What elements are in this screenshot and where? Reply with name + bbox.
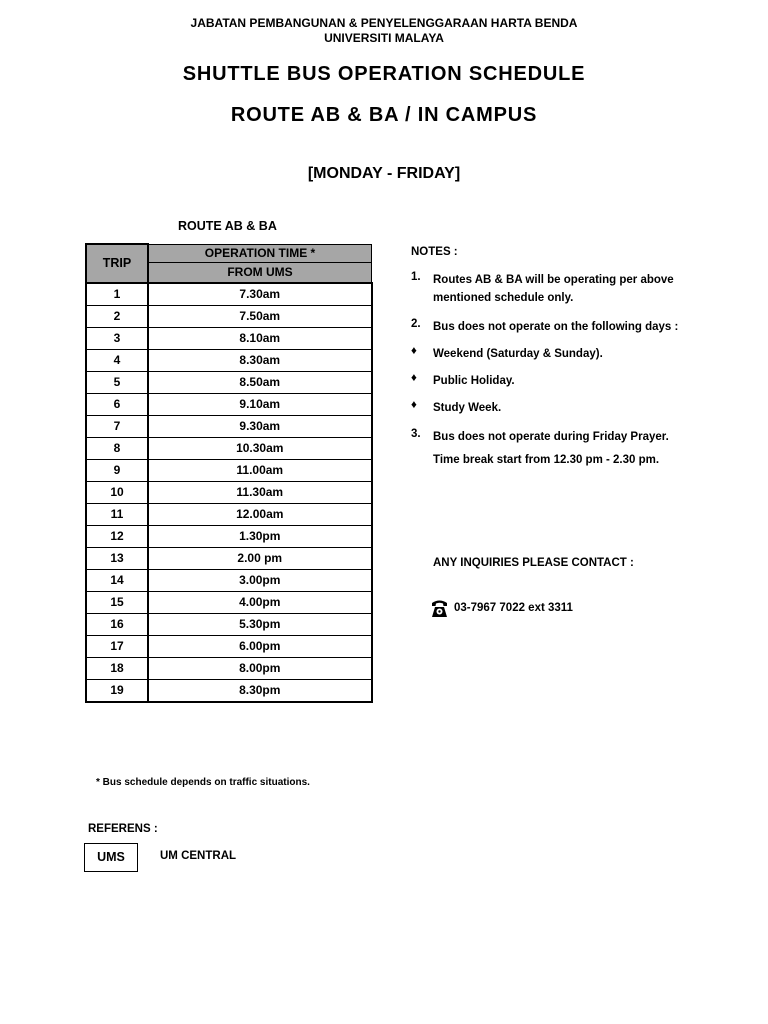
departure-time-cell: 11.30am [148, 481, 372, 503]
note-bullet-text: Study Week. [433, 402, 502, 414]
departure-time-cell: 7.50am [148, 305, 372, 327]
page-title: SHUTTLE BUS OPERATION SCHEDULE [182, 63, 586, 85]
trip-number-cell: 5 [86, 371, 148, 393]
org-name-line2: UNIVERSITI MALAYA [324, 31, 444, 45]
departure-time-cell: 6.00pm [148, 635, 372, 657]
departure-time-cell: 2.00 pm [148, 547, 372, 569]
referens-heading: REFERENS : [88, 823, 158, 835]
diamond-bullet-icon: ♦ [411, 345, 417, 357]
trip-number-cell: 17 [86, 635, 148, 657]
trip-number-cell: 7 [86, 415, 148, 437]
departure-time-cell: 7.30am [148, 283, 372, 306]
ums-code-box: UMS [84, 843, 138, 872]
trip-number-cell: 2 [86, 305, 148, 327]
table-row [86, 437, 372, 459]
trip-number-cell: 13 [86, 547, 148, 569]
from-ums-header: FROM UMS [148, 262, 372, 283]
table-row [86, 283, 372, 306]
table-row [86, 349, 372, 371]
table-row [86, 327, 372, 349]
table-row [86, 481, 372, 503]
table-row [86, 371, 372, 393]
operation-time-header: OPERATION TIME * [148, 244, 372, 262]
trip-number-cell: 9 [86, 459, 148, 481]
note-number: 2. [411, 318, 421, 330]
ums-meaning: UM CENTRAL [160, 850, 237, 862]
table-row [86, 657, 372, 679]
departure-time-cell: 11.00am [148, 459, 372, 481]
trip-number-cell: 1 [86, 283, 148, 306]
departure-time-cell: 3.00pm [148, 569, 372, 591]
note-bullet-text: Public Holiday. [433, 375, 515, 387]
departure-time-cell: 8.00pm [148, 657, 372, 679]
trip-number-cell: 16 [86, 613, 148, 635]
table-row [86, 547, 372, 569]
table-row [86, 635, 372, 657]
note-bullet-text: Weekend (Saturday & Sunday). [433, 348, 603, 360]
trip-number-cell: 12 [86, 525, 148, 547]
notes-heading: NOTES : [411, 246, 458, 258]
trip-number-cell: 4 [86, 349, 148, 371]
trip-number-cell: 3 [86, 327, 148, 349]
note-number: 3. [411, 428, 421, 440]
table-row [86, 525, 372, 547]
table-row [86, 591, 372, 613]
table-row [86, 613, 372, 635]
departure-time-cell: 8.10am [148, 327, 372, 349]
departure-time-cell: 8.50am [148, 371, 372, 393]
note-text: Bus does not operate on the following days : [433, 321, 679, 333]
departure-time-cell: 8.30pm [148, 679, 372, 702]
departure-time-cell: 4.00pm [148, 591, 372, 613]
table-row [86, 305, 372, 327]
table-row [86, 459, 372, 481]
telephone-icon [430, 598, 449, 619]
schedule-table [85, 243, 373, 703]
departure-time-cell: 12.00am [148, 503, 372, 525]
diamond-bullet-icon: ♦ [411, 372, 417, 384]
contact-phone: 03-7967 7022 ext 3311 [454, 602, 573, 614]
table-row [86, 679, 372, 702]
departure-time-cell: 1.30pm [148, 525, 372, 547]
departure-time-cell: 9.30am [148, 415, 372, 437]
departure-time-cell: 8.30am [148, 349, 372, 371]
page-subtitle: ROUTE AB & BA / IN CAMPUS [230, 104, 538, 126]
note-text: Bus does not operate during Friday Prayer. [433, 431, 669, 443]
footnote: * Bus schedule depends on traffic situations. [96, 777, 310, 788]
trip-number-cell: 10 [86, 481, 148, 503]
trip-number-cell: 6 [86, 393, 148, 415]
note-number: 1. [411, 271, 421, 283]
note-text: Routes AB & BA will be operating per above mentioned schedule only. [433, 274, 674, 304]
table-row [86, 415, 372, 437]
table-row [86, 503, 372, 525]
table-row [86, 569, 372, 591]
trip-number-cell: 8 [86, 437, 148, 459]
departure-time-cell: 10.30am [148, 437, 372, 459]
operating-days: [MONDAY - FRIDAY] [307, 165, 461, 182]
table-row [86, 393, 372, 415]
departure-time-cell: 9.10am [148, 393, 372, 415]
trip-number-cell: 18 [86, 657, 148, 679]
trip-number-cell: 19 [86, 679, 148, 702]
trip-number-cell: 11 [86, 503, 148, 525]
table-header-row [86, 244, 372, 262]
route-label: ROUTE AB & BA [178, 219, 277, 233]
trip-number-cell: 14 [86, 569, 148, 591]
trip-number-cell: 15 [86, 591, 148, 613]
departure-time-cell: 5.30pm [148, 613, 372, 635]
contact-heading: ANY INQUIRIES PLEASE CONTACT : [433, 557, 634, 569]
trip-column-header: TRIP [86, 244, 148, 283]
diamond-bullet-icon: ♦ [411, 399, 417, 411]
org-name-line1: JABATAN PEMBANGUNAN & PENYELENGGARAAN HARTA BENDA [190, 16, 578, 30]
note-3-subtext: Time break start from 12.30 pm - 2.30 pm. [433, 454, 660, 466]
